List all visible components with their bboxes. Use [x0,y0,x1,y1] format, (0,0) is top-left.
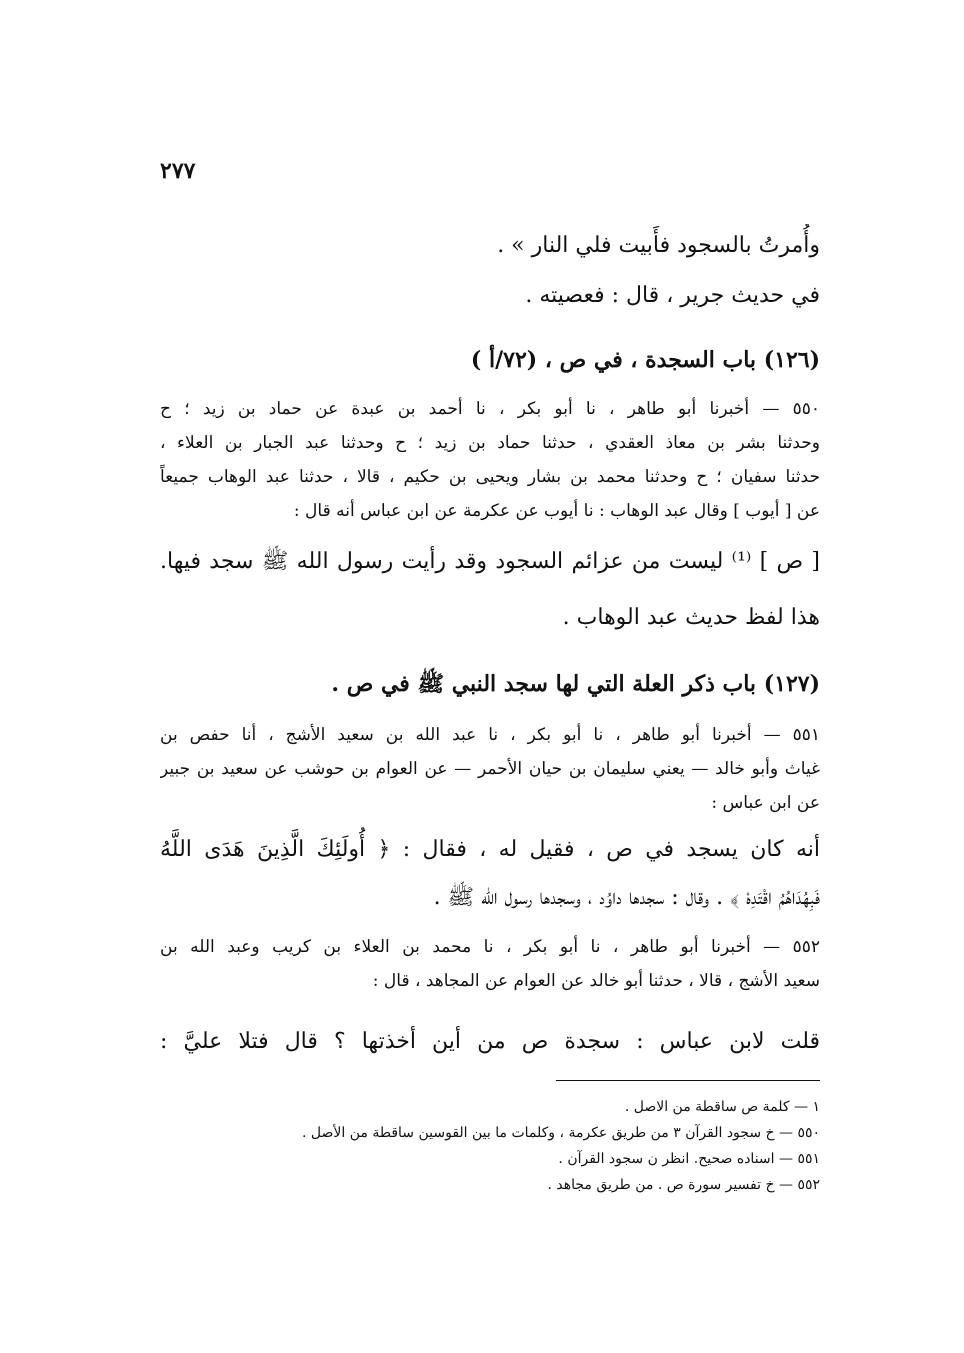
chain-line: غياث وأبو خالد — يعني سليمان بن حيان الأحمر — عن العوام بن حوشب عن سعيد بن جبير [160,759,820,779]
chain-line: عن ابن عباس : [711,793,820,813]
chain-line: عن [ أيوب ] وقال عبد الوهاب : نا أيوب عن عكرمة عن ابن عباس أنه قال : [293,501,820,521]
page-number: ٢٧٧ [160,158,196,184]
chain-line: ٥٥٢ — أخبرنا أبو طاهر ، نا أبو بكر ، نا محمد بن العلاء بن كريب وعبد الله بن [160,937,820,957]
footnotes [160,1094,820,1198]
chain-line: حدثنا سفيان ؛ ح وحدثنا محمد بن بشار ويحيى بن حكيم ، قالا ، حدثنا عبد الوهاب جميعاً [160,467,820,487]
hadith-550-chain [160,392,820,528]
footnote-divider [556,1080,820,1081]
text-line: فَبِهُدَاهُمُ اقْتَدِهْ ﴾ . وقال : سجدها داوُد ، وسجدها رسول الله ﷺ . [433,885,820,910]
hadith-552-chain [160,930,820,998]
chain-line: وحدثنا بشر بن معاذ العقدي ، حدثنا حماد بن زيد ؛ ح وحدثنا عبد الجبار بن العلاء ، [160,433,820,453]
footnote: ١ — كلمة ص ساقطة من الاصل . [624,1099,820,1115]
hadith-550-note: هذا لفظ حديث عبد الوهاب . [562,605,820,630]
chain-line: سعيد الأشج ، قالا ، حدثنا أبو خالد عن العوام عن المجاهد ، قال : [372,971,820,991]
text-line: أنه كان يسجد في ص ، فقيل له ، فقال : ﴿ أُولَئِكَ الَّذِينَ هَدَى اللَّهُ [160,837,820,862]
section-126-heading: (١٢٦) باب السجدة ، في ص ، (٧٢/أ ) [470,347,820,373]
intro-text [160,224,820,318]
hadith-552-text: قلت لابن عباس : سجدة ص من أين أخذتها ؟ قال فتلا عليَّ : [160,1029,820,1054]
hadith-551-chain [160,718,820,820]
section-127-heading: (١٢٧) باب ذكر العلة التي لها سجد النبي ﷺ في ص . [331,671,820,697]
hadith-551-text [160,826,820,922]
footnote: ٥٥٠ — خ سجود القرآن ٣ من طريق عكرمة ، وكلمات ما بين القوسين ساقطة من الأصل . [302,1125,820,1141]
hadith-550-text: [ ص ] ⁽¹⁾ ليست من عزائم السجود وقد رأيت رسول الله ﷺ سجد فيها. [160,549,820,574]
footnote: ٥٥١ — اسناده صحيح. انظر ن سجود القرآن . [558,1151,820,1167]
intro-line: وأُمرتُ بالسجود فأَبيت فلي النار » . [497,233,820,258]
chain-line: ٥٥٠ — أخبرنا أبو طاهر ، نا أبو بكر ، نا أحمد بن عبدة عن حماد بن زيد ؛ ح [160,399,820,419]
chain-line: ٥٥١ — أخبرنا أبو طاهر ، نا أبو بكر ، نا عبد الله بن سعيد الأشج ، أنا حفص بن [160,725,820,745]
intro-line: في حديث جرير ، قال : فعصيته . [525,283,820,308]
footnote: ٥٥٢ — خ تفسير سورة ص . من طريق مجاهد . [547,1177,820,1193]
